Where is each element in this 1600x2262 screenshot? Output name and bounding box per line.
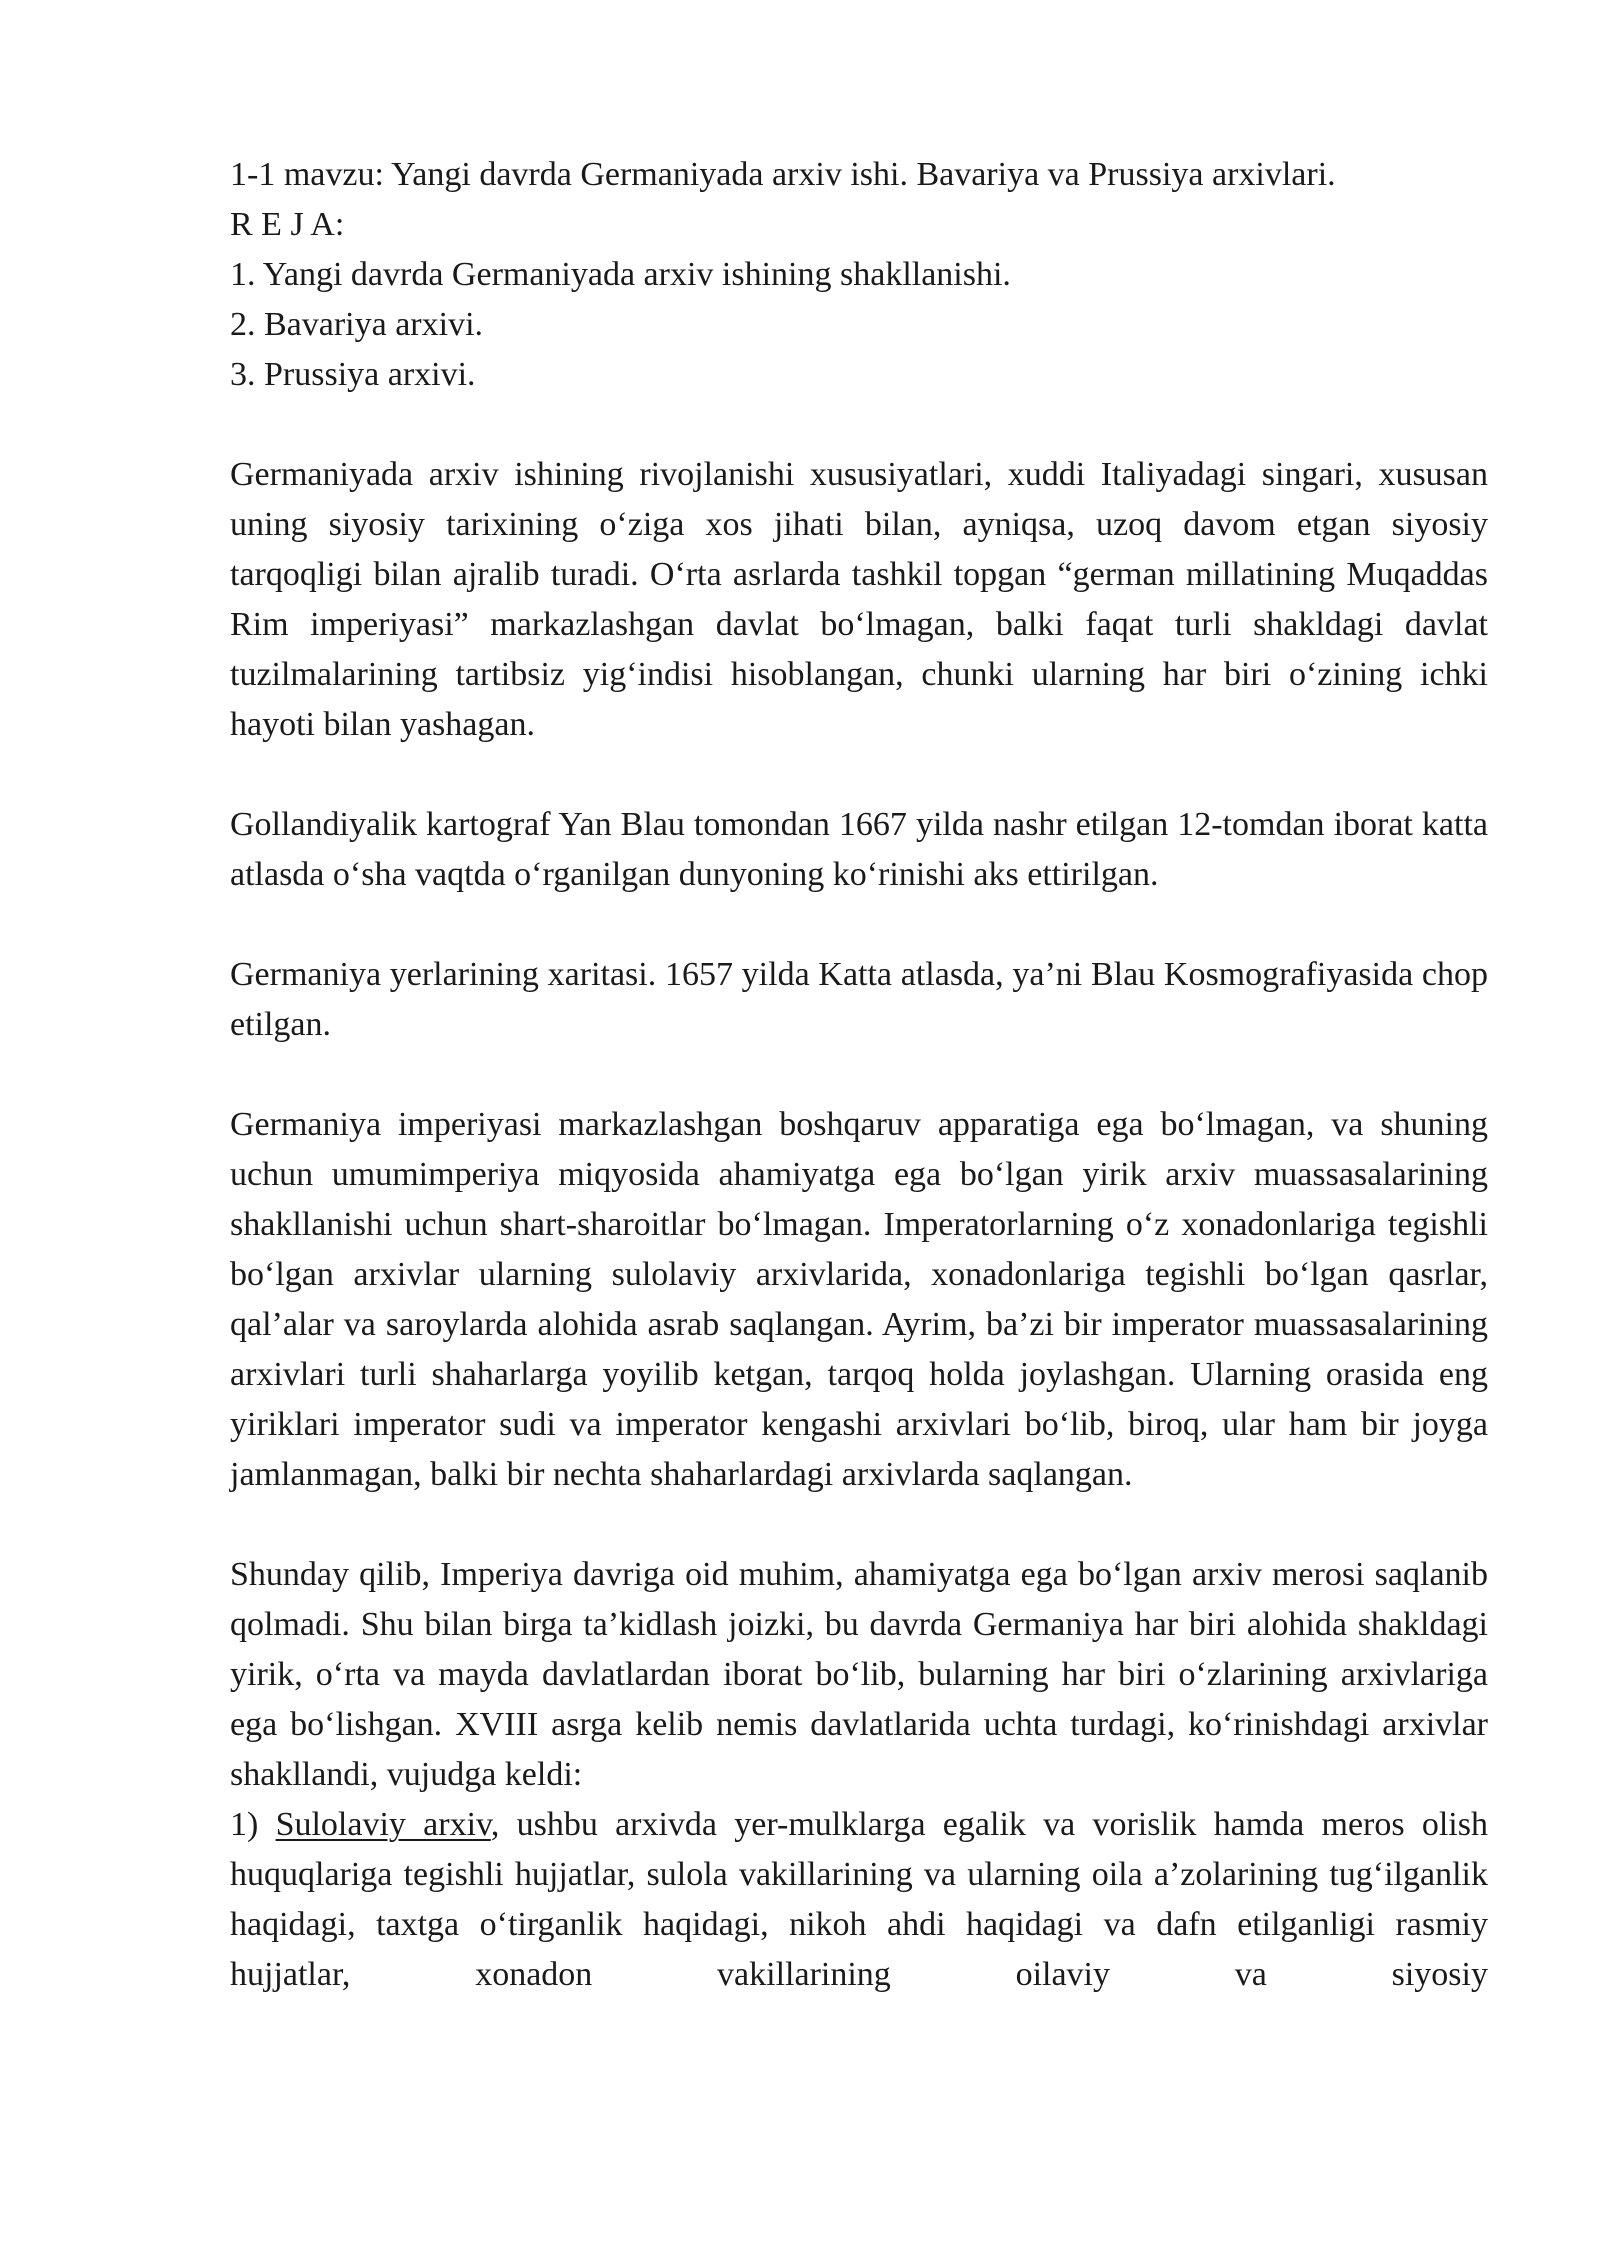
paragraph: Germaniya imperiyasi markazlashgan boshqaruv apparatiga ega bo‘lmagan, va shuning uchun umumimperiya miqyosida ahamiyatga ega bo‘lgan yirik arxiv muassasalarining shakllanishi uchun shart-sharoitlar bo‘lmagan. Imperatorlarning o‘z xonadonlariga tegishli bo‘lgan arxivlar ularning sulolaviy arxivlarida, xonadonlariga tegishli bo‘lgan qasrlar, qal’alar va saroylarda alohida asrab saqlangan. Ayrim, ba’zi bir imperator muassasalarining arxivlari turli shaharlarga yoyilib ketgan, tarqoq holda joylashgan. Ularning orasida eng yiriklari imperator sudi va imperator kengashi arxivlari bo‘lib, biroq, ular ham bir joyga jamlanmagan, balki bir nechta shaharlardagi arxivlarda saqlangan. xyxy=(230,1106,1488,1493)
document-title: 1-1 mavzu: Yangi davrda Germaniyada arxiv ishi. Bavariya va Prussiya arxivlari. xyxy=(230,156,1336,193)
paragraph: Germaniya yerlarining xaritasi. 1657 yilda Katta atlasda, ya’ni Blau Kosmografiyasida chop etilgan. xyxy=(230,956,1488,1043)
paragraph: Gollandiyalik kartograf Yan Blau tomondan 1667 yilda nashr etilgan 12-tomdan iborat katta atlasda o‘sha vaqtda o‘rganilgan dunyoning ko‘rinishi aks ettirilgan. xyxy=(230,806,1488,893)
paragraph-spacer xyxy=(230,900,1488,950)
list-item xyxy=(230,1800,1488,2000)
plan-item: 2. Bavariya arxivi. xyxy=(230,306,484,343)
paragraph-spacer xyxy=(230,750,1488,800)
paragraph-spacer xyxy=(230,400,1488,450)
paragraph: Germaniyada arxiv ishining rivojlanishi xususiyatlari, xuddi Italiyadagi singari, xususan uning siyosiy tarixining o‘ziga xos jihati bilan, ayniqsa, uzoq davom etgan siyosiy tarqoqligi bilan ajralib turadi. O‘rta asrlarda tashkil topgan “german millatining Muqaddas Rim imperiyasi” markazlashgan davlat bo‘lmagan, balki faqat turli shakldagi davlat tuzilmalarining tartibsiz yig‘indisi hisoblangan, chunki ularning har biri o‘zining ichki hayoti bilan yashagan. xyxy=(230,456,1488,743)
plan-item: 3. Prussiya arxivi. xyxy=(230,356,476,393)
plan-item: 1. Yangi davrda Germaniyada arxiv ishining shakllanishi. xyxy=(230,256,1011,293)
document-page xyxy=(230,150,1488,2000)
list-item-number: 1) xyxy=(230,1806,276,1843)
paragraph: Shunday qilib, Imperiya davriga oid muhim, ahamiyatga ega bo‘lgan arxiv merosi saqlanib qolmadi. Shu bilan birga ta’kidlash joizki, bu davrda Germaniya har biri alohida shakldagi yirik, o‘rta va mayda davlatlardan iborat bo‘lib, bularning har biri o‘zlarining arxivlariga ega bo‘lishgan. XVIII asrga kelib nemis davlatlarida uchta turdagi, ko‘rinishdagi arxivlar shakllandi, vujudga keldi: xyxy=(230,1556,1488,1793)
list-item-text: , ushbu arxivda yer-mulklarga egalik va vorislik hamda meros olish huquqlariga tegishli hujjatlar, sulola vakillarining va ularning oila a’zolarining tug‘ilganlik haqidagi, taxtga o‘tirganlik haqidagi, nikoh ahdi haqidagi va dafn etilganligi rasmiy hujjatlar, xonadon vakillarining oilaviy va siyosiy xyxy=(230,1806,1488,1993)
plan-heading: R E J A: xyxy=(230,206,345,243)
list-item-term: Sulolaviy arxiv xyxy=(275,1806,491,1843)
paragraph-spacer xyxy=(230,1050,1488,1100)
paragraph-spacer xyxy=(230,1500,1488,1550)
